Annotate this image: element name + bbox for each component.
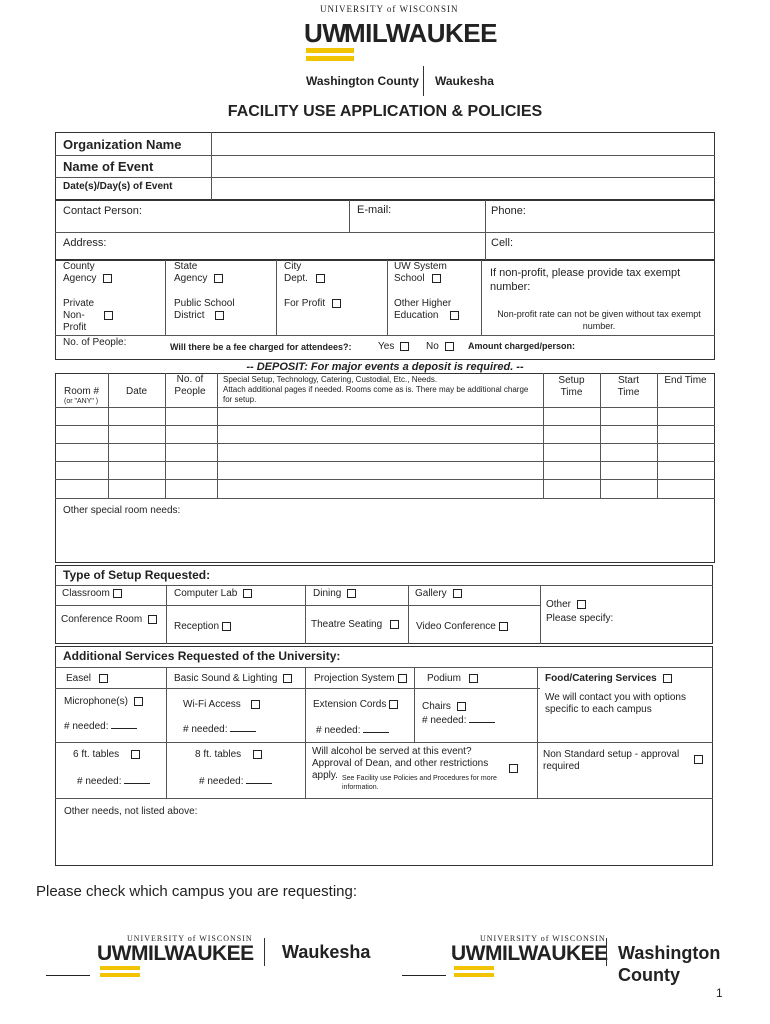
campus-washington-stripe [454,966,494,970]
room-entry-row[interactable] [56,408,714,425]
contact-line [55,232,715,233]
microphones-needed-label: # needed: [64,721,109,732]
campus-waukesha-stripe2 [100,973,140,977]
chairs-label: Chairs [422,701,451,712]
tables8-needed-label: # needed: [199,776,244,787]
agency-divider-4 [481,260,482,335]
city-dept-label: City Dept. [284,261,308,284]
gallery-checkbox[interactable] [453,589,462,598]
services-heading: Additional Services Requested of the University: [63,649,341,663]
tables6-needed-label: # needed: [77,776,122,787]
public-school-checkbox[interactable] [215,311,224,320]
room-date-header: Date [126,386,148,397]
easel-label: Easel [66,673,92,684]
setup-other-option[interactable] [546,599,586,610]
gallery-option[interactable] [415,588,462,599]
extension-cords-needed-label: # needed: [316,725,361,736]
event-name-field[interactable] [213,156,713,176]
tables8-label: 8 ft. tables [195,749,242,760]
services-col-4 [537,667,538,798]
campus-waukesha-uni: UNIVERSITY of WISCONSIN [127,934,253,943]
setup-col-4 [540,585,541,644]
setup-col-1 [166,585,167,644]
campus-prompt: Please check which campus you are requesting: [36,883,358,900]
setup-heading: Type of Setup Requested: [63,568,211,582]
logo-stripe-bottom [306,56,354,61]
theatre-seating-option[interactable] [311,619,399,630]
tables6-label: 6 ft. tables [73,749,120,760]
setup-time-header: Setup Time [558,375,585,398]
fee-no-label: No [426,341,439,352]
org-name-field[interactable] [213,133,713,154]
alcohol-question: Will alcohol be served at this event? Approval of Dean, and other restrictions apply. [312,746,489,781]
phone-label[interactable]: Phone: [491,205,526,217]
page-number: 1 [716,986,723,1000]
other-room-needs-label[interactable]: Other special room needs: [63,505,181,516]
wifi-checkbox[interactable] [251,700,260,709]
logo-stripe-top [306,48,354,53]
basic-sound-checkbox[interactable] [283,674,292,683]
chairs-needed[interactable] [422,715,495,726]
video-conference-label: Video Conference [416,621,496,632]
nonstandard-label: Non Standard setup - approval required [543,749,680,772]
projection-label: Projection System [314,673,395,684]
setup-other-checkbox[interactable] [577,600,586,609]
fee-yes-option[interactable] [378,341,409,352]
microphones-option[interactable] [64,696,143,707]
campus-washington-blank[interactable] [402,975,446,976]
setup-col-2 [305,585,306,644]
contact-divider-1 [349,200,350,232]
campus-washington-option[interactable] [398,930,721,990]
logo-milwaukee-text: MILWAUKEE [344,18,497,48]
fee-no-option[interactable] [426,341,454,352]
campus-washington-mil: MILWAUKEE [485,942,608,965]
video-conference-option[interactable] [416,621,508,632]
other-higher-ed-checkbox[interactable] [450,311,459,320]
setup-other-label: Other [546,599,572,610]
tables6-needed[interactable] [77,776,150,787]
services-heading-line [55,667,713,668]
room-entry-row[interactable] [56,444,714,461]
campus-washington-divider [606,938,607,966]
tables8-needed[interactable] [199,776,272,787]
theatre-seating-checkbox[interactable] [390,620,399,629]
event-dates-label: Date(s)/Day(s) of Event [63,181,173,192]
contact-divider-2 [485,200,486,260]
classroom-label: Classroom [62,588,110,599]
other-higher-ed-label: Other Higher Education [394,298,452,321]
fee-yes-checkbox[interactable] [400,342,409,351]
projection-checkbox[interactable] [398,674,407,683]
reception-option[interactable] [174,621,231,632]
basic-sound-label: Basic Sound & Lighting [174,673,278,684]
conference-room-checkbox[interactable] [148,615,157,624]
uw-system-option[interactable] [394,261,454,285]
for-profit-option[interactable] [284,298,325,309]
state-agency-option[interactable] [174,261,214,285]
room-entry-row[interactable] [56,462,714,479]
chairs-option[interactable] [422,701,466,712]
please-specify-label[interactable]: Please specify: [546,613,614,624]
room-people-header: No. of People [174,374,206,397]
page-title: FACILITY USE APPLICATION & POLICIES [227,103,543,120]
services-line-2 [55,742,713,743]
other-needs-label[interactable]: Other needs, not listed above: [64,806,198,817]
wifi-option[interactable] [183,699,260,710]
podium-option[interactable] [427,673,478,684]
campus-washington-name-1: Washington [618,943,721,963]
extension-cords-needed[interactable] [316,725,389,736]
state-agency-label: State Agency [174,261,208,284]
alcohol-checkbox[interactable] [509,764,518,773]
wifi-needed[interactable] [183,724,256,735]
dining-label: Dining [313,588,342,599]
video-conference-checkbox[interactable] [499,622,508,631]
header-campus-divider [423,66,424,96]
classroom-option[interactable] [62,588,122,599]
room-entry-row[interactable] [56,426,714,443]
microphones-checkbox[interactable] [134,697,143,706]
campus-waukesha-name: Waukesha [282,942,371,962]
campus-washington-name-2: County [618,965,680,985]
services-col-1 [166,667,167,798]
wifi-label: Wi-Fi Access [183,699,241,710]
campus-washington-uw: UW [451,942,485,965]
conference-room-label: Conference Room [61,614,143,625]
food-checkbox[interactable] [663,674,672,683]
num-people-label[interactable]: No. of People: [63,337,127,348]
food-option[interactable] [545,673,672,684]
setup-col-3 [408,585,409,644]
theatre-seating-label: Theatre Seating [311,619,383,630]
microphones-label: Microphone(s) [64,696,128,707]
podium-checkbox[interactable] [469,674,478,683]
microphones-needed[interactable] [64,721,137,732]
event-dates-field[interactable] [213,178,713,199]
start-time-header: Start Time [617,375,640,398]
food-label: Food/Catering Services [545,673,657,684]
county-agency-label: County Agency [63,261,97,284]
wifi-needed-label: # needed: [183,724,228,735]
tables8-checkbox[interactable] [253,750,262,759]
agency-divider-2 [276,260,277,335]
campus-waukesha-divider [264,938,265,966]
reception-label: Reception [174,621,220,632]
food-note: We will contact you with options specific to each campus [545,692,686,715]
public-school-label: Public School District [174,298,235,321]
room-num-header: Room # [64,386,100,397]
city-dept-checkbox[interactable] [316,274,325,283]
uw-system-checkbox[interactable] [432,274,441,283]
dining-checkbox[interactable] [347,589,356,598]
event-name-label: Name of Event [63,159,154,174]
easel-option[interactable] [66,673,108,684]
computer-lab-option[interactable] [174,588,252,599]
nonstandard-checkbox[interactable] [694,755,703,764]
setup-row-line [55,605,540,606]
room-row-line-6 [55,498,715,499]
chairs-needed-label: # needed: [422,715,467,726]
fee-no-checkbox[interactable] [445,342,454,351]
services-col-2 [305,667,306,798]
classroom-checkbox[interactable] [113,589,122,598]
address-label[interactable]: Address: [63,237,107,249]
computer-lab-checkbox[interactable] [243,589,252,598]
extension-cords-label: Extension Cords [313,699,387,710]
gallery-label: Gallery [415,588,447,599]
campus-washington-stripe2 [454,973,494,977]
state-agency-checkbox[interactable] [214,274,223,283]
logo-university-text: UNIVERSITY of WISCONSIN [320,4,459,14]
org-divider [211,132,212,200]
org-name-label: Organization Name [63,137,182,152]
room-attach-note: Attach additional pages if needed. Rooms come as is. There may be additional charge for setup. [223,385,529,404]
campus-waukesha-blank[interactable] [46,975,90,976]
campus-waukesha-stripe [100,966,140,970]
for-profit-checkbox[interactable] [332,299,341,308]
logo-uw-text: UW [304,18,347,48]
for-profit-label: For Profit [284,298,326,309]
fee-yes-label: Yes [378,341,395,352]
conference-room-option[interactable] [61,614,157,625]
header-campus-left: Washington County [306,74,419,88]
easel-checkbox[interactable] [99,674,108,683]
fee-question-label: Will there be a fee charged for attendees?: [170,342,352,352]
tables6-option[interactable] [73,749,140,760]
private-nonprofit-option[interactable] [63,298,99,334]
computer-lab-label: Computer Lab [174,588,238,599]
private-nonprofit-label: Private Non-Profit [63,298,95,333]
contact-person-label[interactable]: Contact Person: [63,205,142,217]
private-nonprofit-checkbox[interactable] [104,311,113,320]
agency-divider-1 [165,260,166,335]
campus-waukesha-option[interactable] [42,930,382,990]
setup-heading-line [55,585,713,586]
email-label[interactable]: E-mail: [357,204,392,216]
public-school-option[interactable] [174,298,244,322]
city-dept-option[interactable] [284,261,320,285]
county-agency-checkbox[interactable] [103,274,112,283]
agency-line [55,335,715,336]
campus-waukesha-uw: UW [97,942,131,965]
reception-checkbox[interactable] [222,622,231,631]
basic-sound-option[interactable] [174,673,292,684]
podium-label: Podium [427,673,461,684]
uw-system-label: UW System School [394,261,447,284]
cell-label[interactable]: Cell: [491,237,514,249]
tables8-option[interactable] [195,749,262,760]
services-col-3 [414,667,415,742]
room-entry-row[interactable] [56,480,714,497]
tax-exempt-label[interactable]: If non-profit, please provide tax exempt number: [490,267,681,293]
header-campus-right: Waukesha [435,74,494,88]
extension-cords-option[interactable] [313,699,398,710]
deposit-notice: -- DEPOSIT: For major events a deposit is required. -- [246,361,524,373]
services-line-3 [55,798,713,799]
services-line-1 [55,688,540,689]
campus-waukesha-mil: MILWAUKEE [131,942,254,965]
campus-washington-uni: UNIVERSITY of WISCONSIN [480,934,606,943]
dining-option[interactable] [313,588,356,599]
alcohol-note: See Facility use Policies and Procedures for more information. [342,775,497,791]
end-time-header: End Time [664,375,707,386]
tables6-checkbox[interactable] [131,750,140,759]
other-higher-ed-option[interactable] [394,298,454,322]
extension-cords-checkbox[interactable] [389,700,398,709]
room-any-header: (or "ANY" ) [64,398,99,405]
projection-option[interactable] [314,673,407,684]
chairs-checkbox[interactable] [457,702,466,711]
nonprofit-note: Non-profit rate can not be given without tax exempt number. [497,309,701,331]
agency-divider-3 [387,260,388,335]
room-special-header: Special Setup, Technology, Catering, Custodial, Etc., Needs. [223,375,438,384]
amount-charged-label[interactable]: Amount charged/person: [468,341,576,351]
